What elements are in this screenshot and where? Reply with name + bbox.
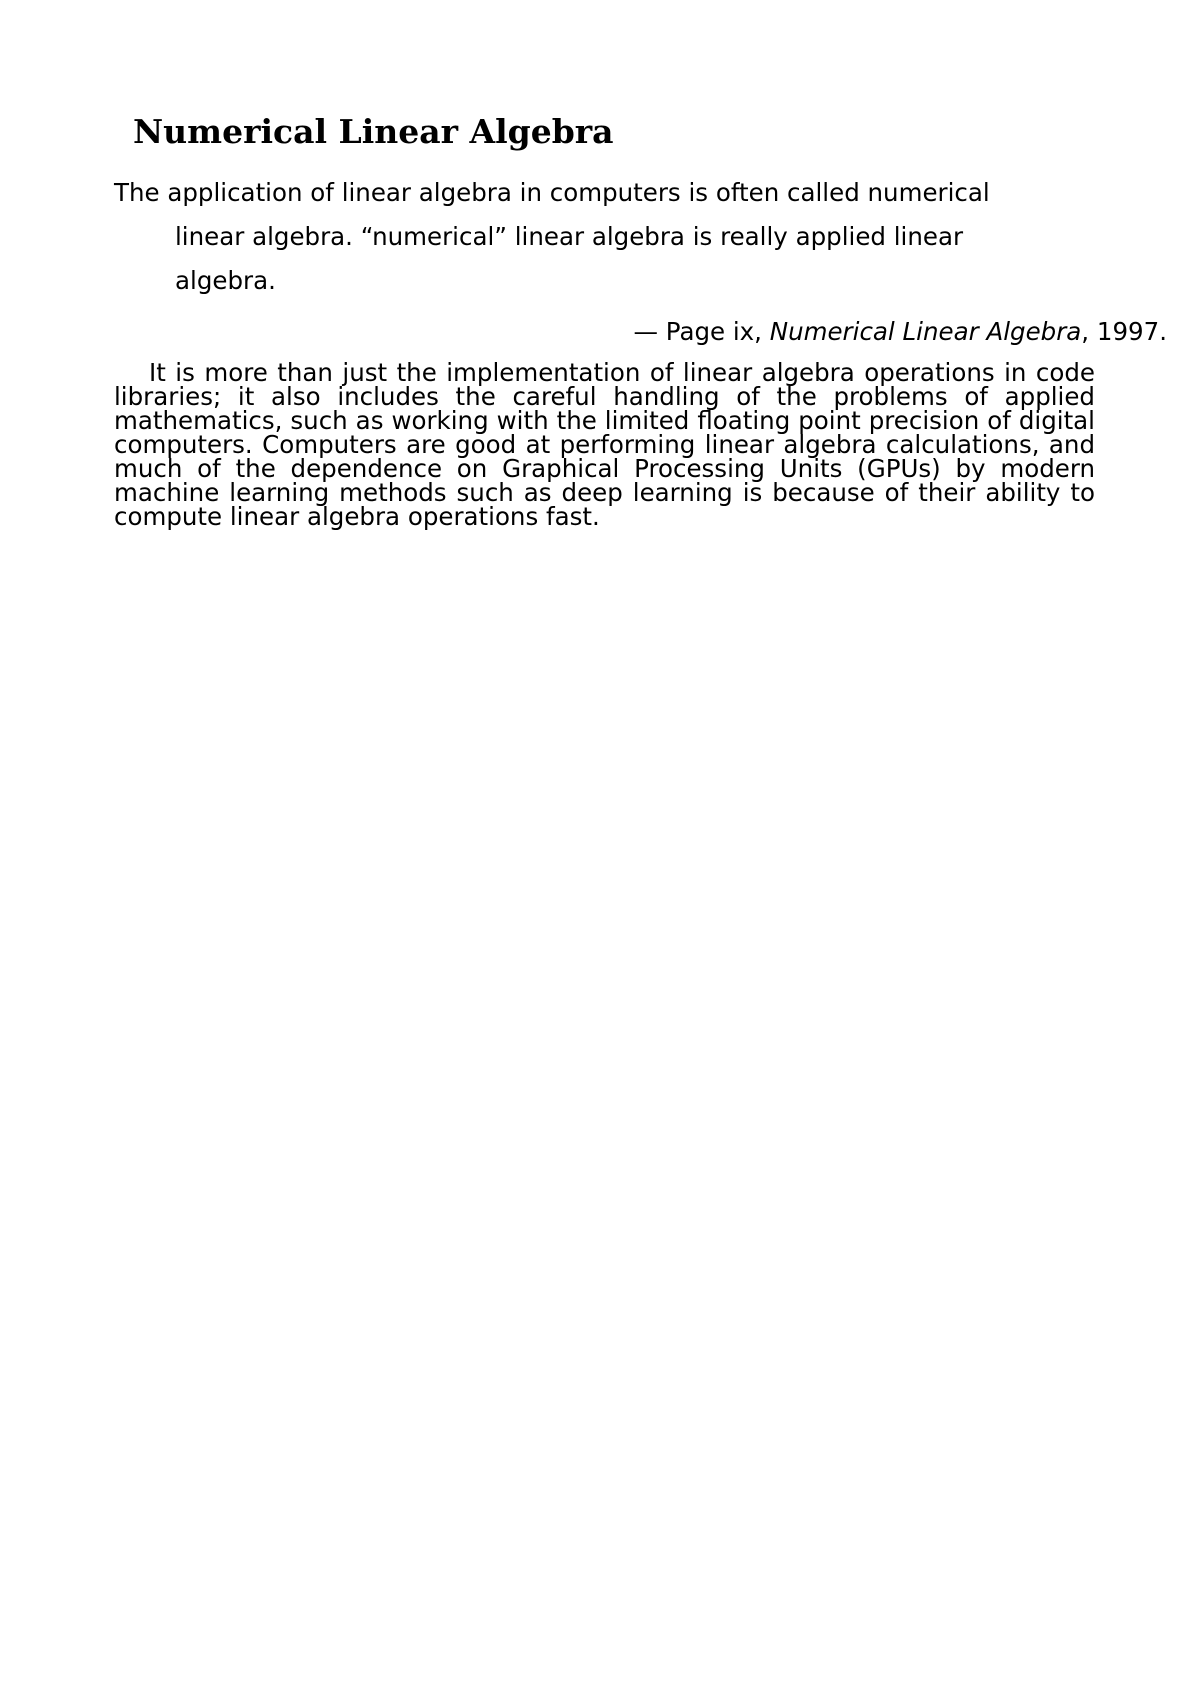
section-heading: Numerical Linear Algebra <box>133 112 614 151</box>
attribution-book-title: Numerical Linear Algebra <box>769 317 1082 346</box>
quote-line: linear algebra. “numerical” linear algebra is really applied linear <box>175 222 964 251</box>
quote-line: algebra. <box>175 266 276 295</box>
attribution-suffix: , 1997. <box>1081 317 1167 346</box>
quote-line: The application of linear algebra in computers is often called numerical <box>114 178 990 207</box>
body-paragraph: It is more than just the implementation of linear algebra operations in code libraries; it also includes the careful handling of the problems of applied mathematics, such as working with the limited floating point precision of digital computers. Computers are good at performing linear algebra calculations, and much of the dependence on Graphical Processing Units (GPUs) by modern machine learning methods such as deep learning is because of their ability to compute linear algebra operations fast. <box>114 358 1095 531</box>
quote-attribution <box>633 310 1167 354</box>
block-quote <box>114 171 1114 303</box>
attribution-prefix: — Page ix, <box>633 317 770 346</box>
